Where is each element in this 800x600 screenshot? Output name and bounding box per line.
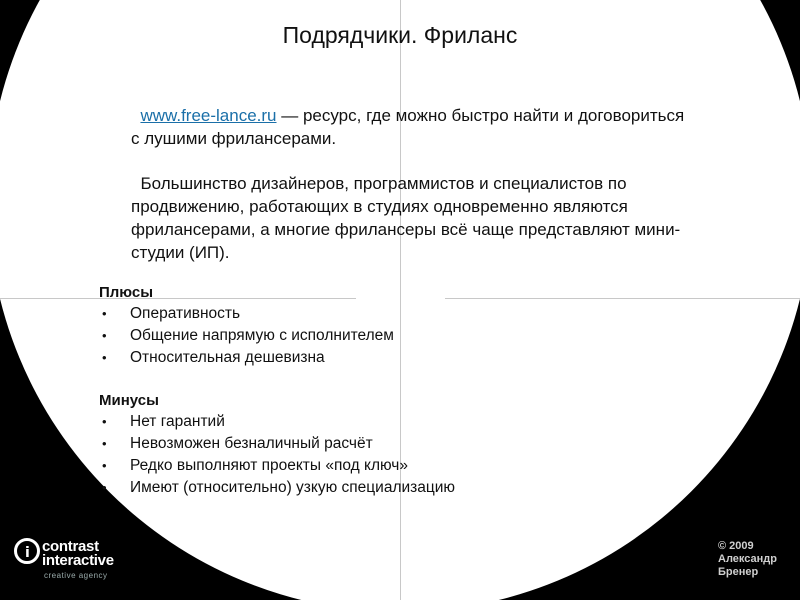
bullet-icon: • — [102, 480, 107, 495]
logo-mark-icon — [14, 538, 40, 564]
crosshair-horizontal-line-right — [445, 298, 800, 299]
logo-tagline: creative agency — [44, 571, 108, 580]
bullet-icon: • — [102, 328, 107, 343]
list-item-label: Относительная дешевизна — [130, 349, 325, 366]
cons-heading: Минусы — [99, 392, 159, 409]
list-item-label: Невозможен безналичный расчёт — [130, 435, 373, 452]
crosshair-horizontal-line-left — [0, 298, 356, 299]
list-item — [99, 477, 455, 499]
slide-title: Подрядчики. Фриланс — [282, 22, 518, 48]
list-item-label: Нет гарантий — [130, 413, 225, 430]
list-item — [99, 325, 394, 347]
intro-paragraph-text: — ресурс, где можно быстро найти и договориться с лушими фрилансерами. — [131, 106, 685, 148]
free-lance-link[interactable]: www.free-lance.ru — [140, 106, 277, 125]
bullet-icon: • — [102, 414, 107, 429]
copyright-author-first-name: Александр — [718, 553, 777, 565]
list-item — [99, 303, 394, 325]
list-item — [99, 433, 455, 455]
copyright-author-last-name: Бренер — [718, 566, 759, 578]
copyright-year: © 2009 — [718, 540, 754, 552]
bullet-icon: • — [102, 306, 107, 321]
bullet-icon: • — [102, 458, 107, 473]
studios-paragraph-text: Большинство дизайнеров, программистов и специалистов по продвижению, работающих в студиях одновременно являются фрилансерами, а многие фрилансеры всё чаще представляют мини-студии (ИП). — [131, 174, 681, 262]
list-item — [99, 411, 455, 433]
bullet-icon: • — [102, 350, 107, 365]
logo-mark-letter: i — [25, 545, 30, 561]
list-item-label: Общение напрямую с исполнителем — [130, 327, 394, 344]
logo-text-line1: contrast — [42, 538, 99, 555]
contrast-interactive-logo — [14, 536, 134, 588]
list-item — [99, 347, 394, 369]
list-item-label: Оперативность — [130, 305, 241, 322]
logo-text-line2: interactive — [42, 552, 114, 569]
pros-list — [99, 303, 394, 369]
list-item — [99, 455, 455, 477]
pros-heading: Плюсы — [99, 284, 154, 301]
bullet-icon: • — [102, 436, 107, 451]
cons-list — [99, 411, 455, 499]
studios-paragraph — [131, 172, 691, 264]
crosshair-vertical-line — [400, 0, 401, 600]
copyright-notice — [718, 540, 798, 579]
list-item-label: Редко выполняют проекты «под ключ» — [130, 457, 408, 474]
list-item-label: Имеют (относительно) узкую специализацию — [130, 479, 456, 496]
intro-paragraph — [131, 104, 691, 150]
